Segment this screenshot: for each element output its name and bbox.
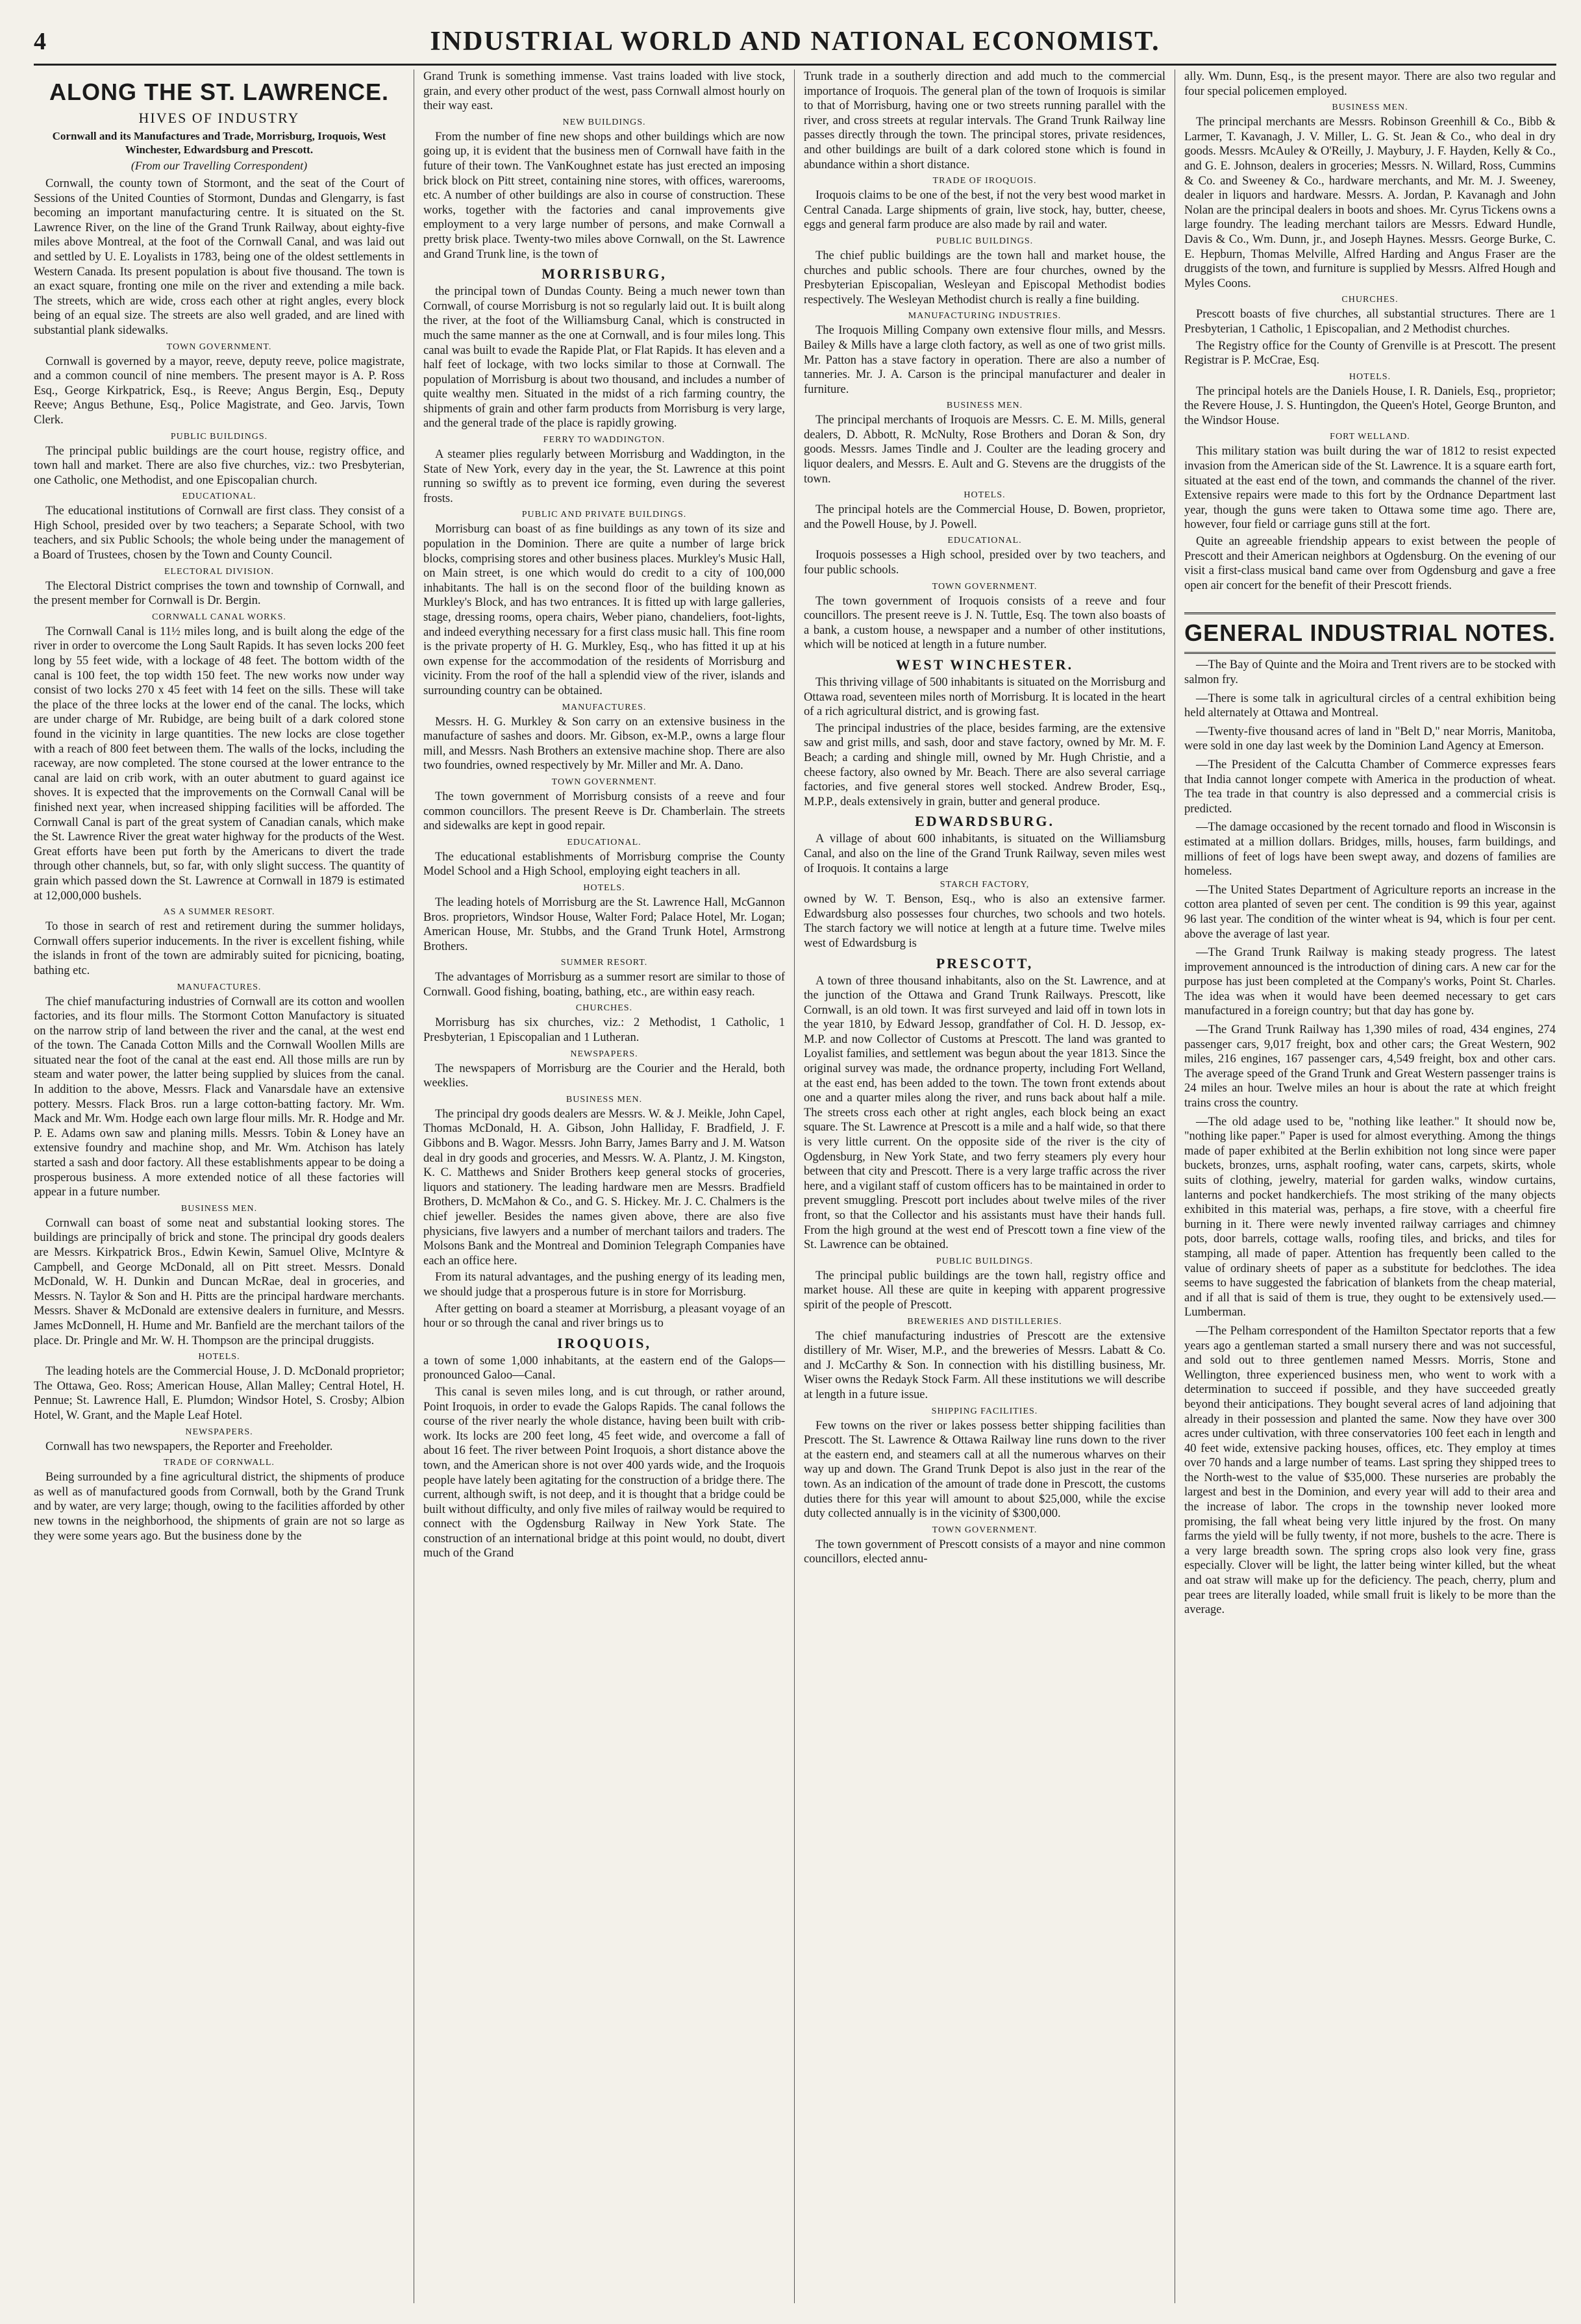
paragraph: The advantages of Morrisburg as a summer resort are similar to those of Cornwall. Good fishing, boating, bathing, etc., are within easy reach. — [423, 971, 785, 999]
section-heading: BUSINESS MEN. — [1332, 103, 1408, 113]
paragraph: The principal hotels are the Daniels House, I. R. Daniels, Esq., proprietor; the Revere House, J. S. Huntingdon, the Queen's Hotel, George Brunton, and the Windsor House. — [1184, 384, 1556, 427]
section-heading: HOTELS. — [1349, 371, 1391, 382]
paragraph: the principal town of Dundas County. Being a much newer town than Cornwall, of course Morrisburg is not so regularly laid out. It is built along the river, at the foot of the Williamsburg Canal, which is constructed in much the same manner as the one at Cornwall, and is four miles long. This canal was built to evade the Rapide Plat, or Flat Rapids. It has eleven and a half feet of lockage, with two locks similar to those at Cornwall. The population of Morrisburg is about two thousand, and includes a number of quite wealthy men. Situated in the midst of a rich farming country, the shipments of grain and other farm products from Morrisburg is very large, and the general trade of the place is rapidly growing. — [423, 285, 785, 431]
section-heading: MANUFACTURES. — [177, 982, 262, 992]
section-heading: MANUFACTURING INDUSTRIES. — [908, 311, 1062, 321]
industrial-note: —The President of the Calcutta Chamber of Commerce expresses fears that India cannot longer compete with America in the production of wheat. The tea trade in that country is also depressed and a commercial crisis is predicted. — [1184, 758, 1556, 816]
industrial-note: —The Grand Trunk Railway is making steady progress. The latest improvement announced is the introduction of dining cars. A new car for the purpose has just been completed at the Company's works, Point St. Charles. The idea was when it would have been deemed necessary to get cars manufactured in a foreign country; but that day has gone by. — [1184, 946, 1556, 1018]
paragraph: The newspapers of Morrisburg are the Courier and the Herald, both weeklies. — [423, 1062, 785, 1090]
paragraph: The principal public buildings are the court house, registry office, and town hall and market. There are also five churches, viz.: two Presbyterian, one Catholic, one Methodist, and one Episcopalian church. — [34, 444, 405, 487]
section-heading: STARCH FACTORY, — [940, 880, 1030, 890]
section-heading: PUBLIC BUILDINGS. — [170, 431, 268, 442]
masthead — [34, 18, 1556, 64]
section-heading: FERRY TO WADDINGTON. — [543, 435, 666, 445]
paragraph: The principal industries of the place, besides farming, are the extensive saw and grist mills, and sash, door and stave factory, owned by Mr. M. F. Beach; a carding and shingle mill, owned by Mr. Hugh Christie, and a cheese factory, also owned by Mr. Beach. There are also several carriage factories, and five general stores well stocked. Andrew Broder, Esq., M.P.P., deals extensively in grain, butter and general produce. — [804, 721, 1165, 808]
paragraph: The principal hotels are the Commercial House, D. Bowen, proprietor, and the Powell House, by J. Powell. — [804, 503, 1165, 531]
section-heading: TOWN GOVERNMENT. — [551, 777, 657, 787]
paragraph: Grand Trunk is something immense. Vast trains loaded with live stock, grain, and every other product of the west, pass Cornwall almost hourly on their way east. — [423, 70, 785, 113]
paragraph: Trunk trade in a southerly direction and add much to the commercial importance of Iroquois. The general plan of the town of Iroquois is similar to that of Morrisburg, having one or two streets running parallel with the river, and cross streets at regular intervals. The Grand Trunk Railway line passes directly through the town. The principal stores, private residences, and other buildings are built of a dark colored stone which is found in abundance within a short distance. — [804, 70, 1165, 171]
section-heading: SUMMER RESORT. — [560, 958, 648, 968]
paragraph: The chief public buildings are the town hall and market house, the churches and public schools. There are four churches, owned by the Presbyterian Episcopalian, Wesleyan and Episcopal Methodist bodies respectively. The Wesleyan Methodist church is really a fine building. — [804, 249, 1165, 306]
section-heading: CHURCHES. — [1341, 295, 1399, 305]
paragraph: The town government of Iroquois consists of a reeve and four councillors. The present reeve is J. N. Tuttle, Esq. The town also boasts of a bank, a custom house, a newspaper and a number of other institutions, which will be noticed at length in a future number. — [804, 594, 1165, 652]
paragraph: Iroquois claims to be one of the best, if not the very best wood market in Central Canada. Large shipments of grain, live stock, hay, butter, cheese, eggs and general farm produce are also made by rail and water. — [804, 189, 1165, 232]
paragraph: Cornwall has two newspapers, the Reporter and Freeholder. — [45, 1440, 333, 1453]
paragraph: From the number of fine new shops and other buildings which are now going up, it is evident that the business men of Cornwall have faith in the future of their town. The VanKoughnet estate has just erected an imposing brick block on Pitt street, containing nine stores, with offices, warerooms, etc. A number of other buildings are also in course of construction. These works, together with the factories and canal improvements give employment to a very large number of persons, and make Cornwall a pretty brisk place. Twenty-two miles above Cornwall, on the St. Lawrence and Grand Trunk line, is the town of — [423, 130, 785, 261]
industrial-note: —Twenty-five thousand acres of land in "Belt D," near Morris, Manitoba, were sold in one day last week by the Dominion Land Agency at Emerson. — [1184, 725, 1556, 753]
paragraph: The principal dry goods dealers are Messrs. W. & J. Meikle, John Capel, Thomas McDonald, H. A. Gibson, John Halliday, F. Bradfield, J. F. Gibbons and B. Wagor. Messrs. John Barry, James Barry and J. M. Watson deal in dry goods and groceries, and Messrs. W. A. Plantz, J. M. Kingston, K. C. Matthews and Snider Brothers keep general stocks of groceries, liquors and stationery. The leading hardware men are Messrs. Bradfield Brothers, D. McMahon & Co., and G. S. Hickey. Mr. J. C. Chalmers is the chief jeweller. Besides the names given above, there are also five physicians, five lawyers and a number of merchant tailors and traders. The Molsons Bank and the Montreal and Dominion Telegraph Companies have each an office here. — [423, 1107, 785, 1268]
industrial-note: —The damage occasioned by the recent tornado and flood in Wisconsin is estimated at a million dollars. Bridges, mills, houses, farm buildings, and millions of feet of logs have been swept away, and dozens of families are homeless. — [1184, 821, 1556, 879]
column-1 — [34, 69, 414, 2303]
paragraph: A steamer plies regularly between Morrisburg and Waddington, in the State of New York, every day in the year, the St. Lawrence at this point running so swiftly as to prevent ice forming, even during the severest frosts. — [423, 448, 785, 505]
paragraph: The town government of Morrisburg consists of a reeve and four common councillors. The present Reeve is Dr. Chamberlain. The streets and sidewalks are kept in good repair. — [423, 790, 785, 833]
paragraph: The Electoral District comprises the town and township of Cornwall, and the present member for Cornwall is Dr. Bergin. — [34, 579, 405, 608]
town-heading: IROQUOIS, — [557, 1334, 651, 1351]
article-byline: (From our Travelling Correspondent) — [131, 159, 308, 172]
section-heading: BREWERIES AND DISTILLERIES. — [907, 1316, 1062, 1327]
paragraph: Cornwall, the county town of Stormont, and the seat of the Court of Sessions of the United Counties of Stormont, Dundas and Glengarry, is fast becoming an important manufacturing centre. It is situated on the St. Lawrence River, on the line of the Grand Trunk Railway, about eighty-five miles above Montreal, at the foot of the Cornwall Canal, and was laid out and settled by U. E. Loyalists in 1783, being one of the oldest settlements in Western Canada. Its present population is about five thousand. The town is an exact square, fronting one mile on the river and extending a mile back. The streets, which are wide, cross each other at right angles, every block being of an equal size. The streets are also well graded, and are lined with substantial plank sidewalks. — [34, 177, 405, 337]
paragraph: The Iroquois Milling Company own extensive flour mills, and Messrs. Bailey & Mills have a large cloth factory, as well as one of two grist mills. Mr. Patton has a stave factory in operation. There are also a number of tanneries. Mr. J. A. Carson is the principal manufacturer and dealer in furniture. — [804, 324, 1165, 396]
paragraph: Morrisburg can boast of as fine buildings as any town of its size and population in the Dominion. There are quite a number of large brick blocks, comprising stores and other business places. Murkley's Music Hall, on Main street, is one which would do credit to a city of 100,000 inhabitants. The hall is on the second floor of the building known as Murkley's Block, and has two entrances. It is fitted up with large galleries, stage, dressing rooms, opera chairs, Weber piano, chandeliers, foot-lights, and indeed everything necessary for a first class music hall. This fine room is the private property of H. G. Murkley, Esq., who has fitted it up at his own expense for the accommodation of the residents of Morrisburg and vicinity. From the roof of the hall a splendid view of the river, islands and surrounding country can be obtained. — [423, 523, 785, 697]
section-heading: BUSINESS MEN. — [946, 401, 1023, 411]
section-heading: BUSINESS MEN. — [181, 1203, 258, 1214]
column-body — [423, 69, 785, 1561]
section-heading: NEW BUILDINGS. — [562, 117, 646, 127]
publication-title: INDUSTRIAL WORLD AND NATIONAL ECONOMIST. — [430, 27, 1160, 56]
section-heading: HOTELS. — [198, 1352, 240, 1362]
paragraph: The Registry office for the County of Grenville is at Prescott. The present Registrar is P. McCrae, Esq. — [1184, 339, 1556, 368]
paragraph: The chief manufacturing industries of Prescott are the extensive distillery of Mr. Wiser, M.P., and the breweries of Messrs. Labatt & Co. and J. McCarthy & Son. In connection with his distilling business, Mr. Wiser owns the Redayk Stock Farm. All these institutions we will describe at length in a future issue. — [804, 1329, 1165, 1401]
section-heading: EDUCATIONAL. — [182, 492, 256, 502]
town-heading: WEST WINCHESTER. — [895, 656, 1074, 673]
industrial-note: —The United States Department of Agriculture reports an increase in the cotton area planted of seven per cent. The condition is 99 this year, against 96 last year. The condition of the winter wheat is 94, which is four per cent. above the average of last year. — [1184, 883, 1556, 941]
industrial-note: —There is some talk in agricultural circles of a central exhibition being held alternately at Ottawa and Montreal. — [1184, 692, 1556, 720]
section-heading: TOWN GOVERNMENT. — [166, 342, 272, 352]
section-heading: EDUCATIONAL. — [567, 837, 641, 847]
section-heading: TRADE OF CORNWALL. — [164, 1458, 275, 1468]
paragraph: The leading hotels of Morrisburg are the St. Lawrence Hall, McGannon Bros. proprietors, Windsor House, Walter Ford; Palace Hotel, Mr. Logan; American House, Mr. Stubbs, and the Grand Trunk Hotel, Armstrong Brothers. — [423, 895, 785, 953]
section-heading: NEWSPAPERS. — [185, 1427, 253, 1437]
industrial-note: —The Pelham correspondent of the Hamilton Spectator reports that a few years ago a gentleman started a small nursery there and was not successful, and sold out to three gentlemen named Messrs. Morris, Stone and Wellington, three experienced business men, who went to work with a determination to succeed if possible, and they have succeeded greatly beyond their anticipations. They bought several acres of land adjoining that already in their possession and planted the same. Now they have over 300 acres under cultivation, with three conservatories 100 feet each in length and 40 feet wide, extensive packing houses, offices, etc. They employ at times over 70 hands and a large number of teams. Last spring they shipped trees to the North-west to the value of $35,000. These nurseries are probably the largest and best in the Dominion, and every year will add to their area and the increase of labor. The crops in the township never looked more promising, the fall wheat being very little injured by the frost. On many farms the yield will be fully twenty, if not more, bushels to the acre. There is a very large breadth sown. The spring crops also look very fine, grass especially. Clover will be light, the latter being winter killed, but the wheat and oat straw will make up for the deficiency. The peach, cherry, plum and pear trees are literally loaded, while small fruit is likely to be more than the average. — [1184, 1324, 1556, 1617]
paragraph: Iroquois possesses a High school, presided over by two teachers, and four public schools. — [804, 549, 1165, 577]
section-heading: TOWN GOVERNMENT. — [932, 1525, 1038, 1535]
paragraph: owned by W. T. Benson, Esq., who is also an extensive farmer. Edwardsburg also possesses four churches, two schools and two hotels. The starch factory we will notice at length at a future time. Twelve miles west of Edwardsburg is — [804, 893, 1165, 950]
column-body — [34, 177, 405, 1543]
section-heading: CORNWALL CANAL WORKS. — [152, 612, 286, 622]
section-heading: ELECTORAL DIVISION. — [164, 566, 275, 577]
paragraph: A town of three thousand inhabitants, also on the St. Lawrence, and at the junction of the Ottawa and Grand Trunk Railways. Prescott, like Cornwall, is an old town. It was first surveyed and laid off in town lots in the year 1810, by Edward Jessop, grandfather of Col. H. D. Jessop, ex-M.P. and now Collector of Customs at Prescott. The land was granted to Loyalist families, and settlement was begun about the year 1813. Since the original survey was made, the ordnance property, including Fort Welland, at the east end, has been added to the town. The town front extends about one and a quarter miles along the river, and runs back about half a mile. The streets cross each other at right angles, each block being an exact square. The St. Lawrence at Prescott is a mile and a half wide, so that there is very little current. On the opposite side of the river is the city of Ogdensburg, in New York State, and two ferry steamers ply every hour between that city and Prescott. There is a very large traffic across the river here, and a vigilant staff of custom officers has to be maintained in order to prevent smuggling. Prescott port includes about twelve miles of the river front, so that the Collector and his assistants must have their hands full. From the high ground at the west end of Prescott town a fine view of the St. Lawrence can be obtained. — [804, 974, 1165, 1252]
paragraph: Quite an agreeable friendship appears to exist between the people of Prescott and their American neighbors at Ogdensburg. On the evening of our visit a first-class musical band came over from Ogdensburg and gave a free open air concert for the benefit of their Prescott friends. — [1184, 535, 1556, 592]
section-heading: NEWSPAPERS. — [570, 1049, 638, 1059]
industrial-note: —The Bay of Quinte and the Moira and Trent rivers are to be stocked with salmon fry. — [1184, 658, 1556, 686]
paragraph: The educational institutions of Cornwall are first class. They consist of a High School, presided over by two teachers; a Separate School, with two teachers, and six Public Schools; the whole being under the management of a Board of Trustees, chosen by the Town and County Council. — [34, 505, 405, 562]
paragraph: The Cornwall Canal is 11½ miles long, and is built along the edge of the river in order to overcome the Long Sault Rapids. It has seven locks 200 feet long by 55 feet wide, with a lockage of 48 feet. The bottom width of the canal is 100 feet, the top width 150 feet. The new works now under way consist of two locks 270 x 45 feet with 14 feet on the sills. These will take the place of the three locks at the lower end of the canal. The locks, which are under charge of Mr. Rubidge, are being built of a dark colored stone found in the vicinity in large quantities. The new locks are close together with a reach of 800 feet between them. The walls of the locks, including the raceway, are now completed. The stone coursed at the lower entrance to the canal are laid on crib work, with an outer abutment to guard against ice shoves. It is expected that the improvements on the Cornwall Canal will be finished next year, when increased shipping facilities will be afforded. The Cornwall Canal is part of the great system of Canadian canals, which make the St. Lawrence River the great water highway for the products of the West. Great efforts have been put forth by the Americans to divert the trade through other channels, but, so far, with only slight success. The quantity of grain which passed down the St. Lawrence at Cornwall in 1879 is estimated at 12,000,000 bushels. — [34, 625, 405, 903]
paragraph: The principal merchants are Messrs. Robinson Greenhill & Co., Bibb & Larmer, T. Kavanagh, J. V. Miller, L. G. St. Jean & Co., who deal in dry goods. Messrs. McAuley & O'Reilly, J. Maybury, J. F. Hayden, Kelly & Co., and G. E. Johnson, dealers in groceries; Messrs. N. Willard, Ross, Cummins & Co. and Sweeney & Co., hardware merchants, and Mr. M. J. Sweeney, dealer in liquors and hardware. Messrs. A. Jordan, P. Kavanagh and John Nolan are the principal dealers in boots and shoes. Mr. Cyrus Tickens owns a large foundry. The leading merchant tailors are Messrs. Edward Hundle, Davis & Co., Wm. Dunn, jr., and Joseph Haynes. Messrs. George Burke, C. E. Hepburn, Thomas Melville, Alfred Harding and Angus Fraser are the druggists of the town, and furniture is supplied by Messrs. Alfred Hough and Myles Coons. — [1184, 116, 1556, 290]
paragraph: Cornwall can boast of some neat and substantial looking stores. The buildings are principally of brick and stone. The principal dry goods dealers are Messrs. Kirkpatrick Bros., Edwin Kewin, Samuel Olive, McIntyre & Campbell, and George McDonald, all on Pitt street. Messrs. Donald McDonald, W. H. Dunkin and Duncan McRae, deal in groceries, and Messrs. N. Taylor & Son and H. Pitts are the principal hardware merchants. Messrs. Shaver & McDonald are extensive dealers in furniture, and Messrs. James McDonnell, H. Hume and Mr. Banfield are the merchant tailors of the place. Dr. Pringle and Mr. W. H. Thompson are the principal druggists. — [34, 1216, 405, 1347]
section-heading: FORT WELLAND. — [1330, 432, 1410, 442]
paragraph: Messrs. H. G. Murkley & Son carry on an extensive business in the manufacture of sashes and doors. Mr. Gibson, ex-M.P., owns a large flour mill, and Messrs. Nash Brothers an extensive machine shop. There are also two foundries, owned respectively by Mr. Miller and Mr. A. Dano. — [423, 715, 785, 773]
column-body — [1184, 69, 1556, 1618]
paragraph: ally. Wm. Dunn, Esq., is the present mayor. There are also two regular and four special policemen employed. — [1184, 70, 1556, 98]
paragraph: Being surrounded by a fine agricultural district, the shipments of produce as well as of manufactured goods from Cornwall, both by the Grand Trunk and by water, are very large; though, owing to the facilities afforded by other new towns in the neighborhood, the shipments of grain are not so large as they were some years ago. But the business done by the — [34, 1471, 405, 1543]
paragraph: This military station was built during the war of 1812 to resist expected invasion from the American side of the St. Lawrence. It is a square earth fort, situated at the east end of the town, and commands the channel of the river. Extensive repairs were made to this fort by the Ordnance Department last year, though the guns were taken to Ottawa some time ago. There are, however, four field or carriage guns still at the fort. — [1184, 445, 1556, 532]
town-heading: PRESCOTT, — [936, 955, 1034, 971]
section-heading: CHURCHES. — [575, 1003, 633, 1014]
town-heading: EDWARDSBURG. — [914, 813, 1055, 830]
section-heading: HOTELS. — [964, 490, 1006, 501]
paragraph: Few towns on the river or lakes possess better shipping facilities than Prescott. The St. Lawrence & Ottawa Railway line runs down to the river at the eastern end, and steamers call at all the numerous wharves on their way up and down. The Grand Trunk Depot is also just in the rear of the town. As an indication of the amount of trade done in Prescott, the customs duties there for this year will amount to about $25,000, while the excise duty collected annually is in the vicinity of $300,000. — [804, 1419, 1165, 1521]
section-heading: TRADE OF IROQUOIS. — [932, 176, 1037, 186]
paragraph: Morrisburg has six churches, viz.: 2 Methodist, 1 Catholic, 1 Presbyterian, 1 Episcopalian and 1 Lutheran. — [423, 1016, 785, 1045]
section-heading: PUBLIC AND PRIVATE BUILDINGS. — [521, 510, 687, 520]
paragraph: a town of some 1,000 inhabitants, at the eastern end of the Galops—pronounced Galoo—Canal. — [423, 1354, 785, 1382]
paragraph: The principal public buildings are the town hall, registry office and market house. All these are quite in keeping with apparent progressive spirit of the people of Prescott. — [804, 1269, 1165, 1312]
article-headline: ALONG THE ST. LAWRENCE. — [49, 79, 389, 105]
column-body — [804, 69, 1165, 1567]
columns — [34, 69, 1556, 2303]
town-heading: MORRISBURG, — [542, 266, 667, 282]
paragraph: The leading hotels are the Commercial House, J. D. McDonald proprietor; The Ottawa, Geo. Ross; American House, Allan Malley; Central Hotel, H. Pennue; St. Lawrence Hall, E. Plumdon; Windsor Hotel, S. Crosby; Albion Hotel, W. Grant, and the Maple Leaf Hotel. — [34, 1365, 405, 1422]
paragraph: Cornwall is governed by a mayor, reeve, deputy reeve, police magistrate, and a common council of nine members. The present mayor is A. P. Ross Esq., George Kirkpatrick, Esq., is Reeve; Angus Bergin, Esq., Deputy Reeve; Angus Bethune, Esq., Police Magistrate, and Geo. Jarvis, Town Clerk. — [34, 355, 405, 427]
paragraph: To those in search of rest and retirement during the summer holidays, Cornwall offers superior inducements. In the river is excellent fishing, while the islands in front of the town are admirably suited for picnicing, boating, bathing etc. — [34, 920, 405, 977]
column-3 — [795, 69, 1175, 2303]
paragraph: This canal is seven miles long, and is cut through, or rather around, Point Iroquois, in order to evade the Galops Rapids. The canal follows the course of the river nearly the whole distance, having been built with crib-work. Its locks are 200 feet long, 45 feet wide, and overcome a fall of about 16 feet. The river between Point Iroquois, a short distance above the town, and the American shore is not over 400 yards wide, and the Iroquois people have lately been agitating for the construction of a bridge there. The current, although swift, is not deep, and it is thought that a bridge could be built without difficulty, and only five miles of railway would be required to connect with the Ogdensburg Railway in New York State. The construction of an international bridge at this point would, no doubt, divert much of the Grand — [423, 1385, 786, 1560]
article-subheading: HIVES OF INDUSTRY — [138, 110, 300, 126]
notes-headline: GENERAL INDUSTRIAL NOTES. — [1184, 612, 1556, 654]
section-heading: MANUFACTURES. — [562, 702, 647, 712]
section-heading: TOWN GOVERNMENT. — [932, 581, 1038, 592]
section-heading: AS A SUMMER RESORT. — [163, 907, 275, 918]
section-heading: HOTELS. — [583, 882, 625, 893]
column-4 — [1175, 69, 1556, 2303]
page-number: 4 — [34, 28, 46, 55]
paragraph: The town government of Prescott consists of a mayor and nine common councillors, elected annu- — [804, 1538, 1165, 1566]
section-heading: PUBLIC BUILDINGS. — [936, 1256, 1034, 1266]
paragraph: From its natural advantages, and the pushing energy of its leading men, we should judge that a prosperous future is in store for Morrisburg. — [423, 1271, 785, 1299]
section-heading: PUBLIC BUILDINGS. — [936, 236, 1034, 246]
article-deck: Cornwall and its Manufactures and Trade, Morrisburg, Iroquois, West Winchester, Edwardsburg and Prescott. — [52, 130, 386, 156]
paragraph: The principal merchants of Iroquois are Messrs. C. E. M. Mills, general dealers, D. Abbott, R. McNulty, Rose Brothers and Doran & Son, dry goods. Messrs. James Tindle and J. Coulter are the leading grocery and liquor dealers, and Messrs. E. Ault and G. Stevens are the druggists of the town. — [804, 414, 1165, 486]
column-2 — [414, 69, 795, 2303]
industrial-note: —The old adage used to be, "nothing like leather." It should now be, "nothing like paper." Paper is used for almost everything. Among the things made of paper exhibited at the Berlin exhibition not long since were paper buckets, bronzes, urns, asphalt roofing, water cans, carpets, skirts, whole suits of clothing, jewelry, material for garden walks, window curtains, lanterns and pocket handkerchiefs. The most striking of the many objects exhibited in this material was, perhaps, a fire stove, with a cheerful fire burning in it. There were newly invented railway carriages and chimney pots, door barrels, cottage walls, roofing tiles, and bricks, and tiles for stamping, all made of paper. Attention has frequently been called to the value of ordinary sheets of paper as a substitute for bedclothes. The idea seems to have suggested the fabrication of blankets from the cheap material, and if all that is said of them is true, they ought to be extensively used.—Lumberman. — [1184, 1115, 1556, 1319]
section-heading: BUSINESS MEN. — [566, 1094, 643, 1105]
paragraph: The educational establishments of Morrisburg comprise the County Model School and a High School, employing eight teachers in all. — [423, 850, 785, 879]
section-heading: EDUCATIONAL. — [947, 536, 1022, 546]
paragraph: This thriving village of 500 inhabitants is situated on the Morrisburg and Ottawa road, seventeen miles north of Morrisburg. It is located in the heart of a rich agricultural district, and is growing fast. — [804, 676, 1165, 719]
paragraph: After getting on board a steamer at Morrisburg, a pleasant voyage of an hour or so through the canal and river brings us to — [423, 1302, 785, 1331]
masthead-rule — [34, 64, 1556, 66]
paragraph: Prescott boasts of five churches, all substantial structures. There are 1 Presbyterian, 1 Catholic, 1 Episcopalian, and 2 Methodist churches. — [1184, 308, 1556, 336]
paragraph: The chief manufacturing industries of Cornwall are its cotton and woollen factories, and its flour mills. The Stormont Cotton Manufactory is situated on the narrow strip of land between the river and the canal, at the west end of the town. The Canada Cotton Mills and the Cornwall Woollen Mills are situated near the foot of the canal at the east end. All those mills are run by steam and water power, the latter being supplied by sluices from the canal. In addition to the above, Messrs. Flack and Vanarsdale have an extensive pottery. Messrs. Flack Bros. run a large cotton-batting factory. Mr. Wm. Mack and Mr. Wm. Hodge each own large flour mills. Mr. R. Hodge and Mr. P. E. Adams own saw and planing mills. Messrs. Tobin & Loney have an extensive foundry and machine shop, and Mr. Wm. Atchison has lately started a sash and door factory. All these establishments appear to be doing a prosperous business. A more extended notice of all these factories will appear in a future number. — [34, 995, 405, 1199]
paragraph: A village of about 600 inhabitants, is situated on the Williamsburg Canal, and also on the line of the Grand Trunk Railway, seven miles west of Iroquois. It contains a large — [804, 832, 1165, 875]
industrial-note: —The Grand Trunk Railway has 1,390 miles of road, 434 engines, 274 passenger cars, 9,017 freight, box and other cars; the Great Western, 902 miles, 216 engines, 167 passenger cars, 4,549 freight, box and other cars. The average speed of the Grand Trunk and Great Western passenger trains is 24 miles an hour. Twelve miles an hour is about the rate at which freight trains cross the country. — [1184, 1023, 1556, 1110]
section-heading: SHIPPING FACILITIES. — [931, 1406, 1038, 1416]
